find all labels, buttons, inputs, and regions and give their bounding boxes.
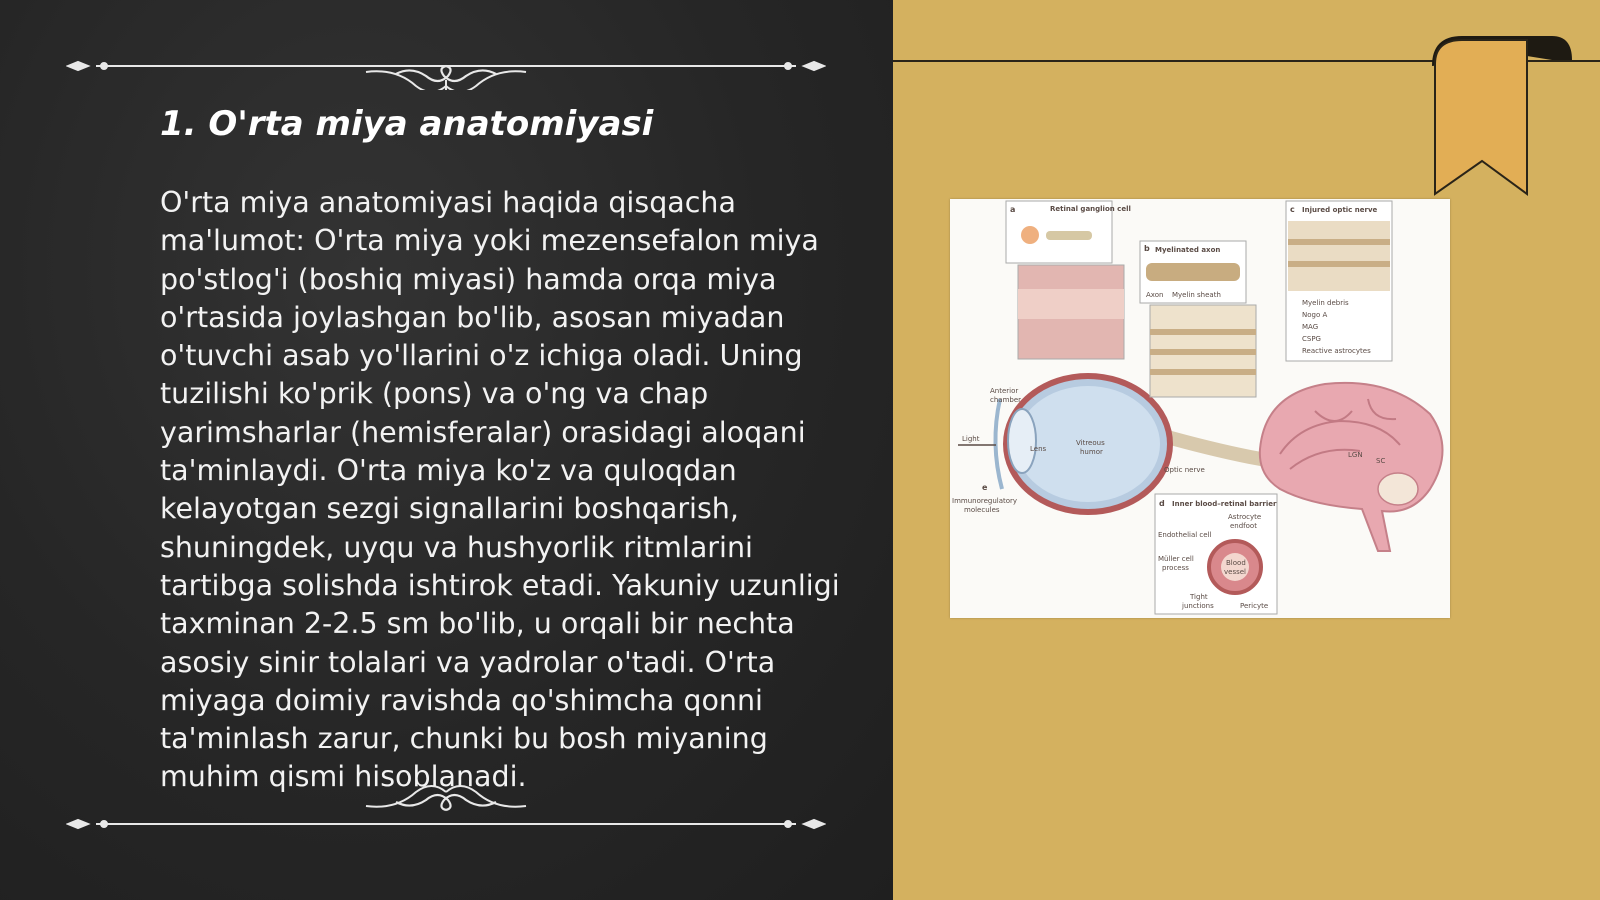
svg-text:Blood: Blood bbox=[1226, 559, 1246, 567]
svg-text:c: c bbox=[1290, 205, 1295, 214]
svg-text:a: a bbox=[1010, 205, 1016, 214]
svg-text:Myelin sheath: Myelin sheath bbox=[1172, 291, 1221, 299]
top-ornament-divider bbox=[66, 40, 826, 90]
svg-text:Optic nerve: Optic nerve bbox=[1164, 466, 1205, 474]
svg-text:Reactive astrocytes: Reactive astrocytes bbox=[1302, 347, 1371, 355]
svg-text:Müller cell: Müller cell bbox=[1158, 555, 1194, 563]
svg-text:Nogo A: Nogo A bbox=[1302, 311, 1328, 319]
svg-text:Inner blood–retinal barrier: Inner blood–retinal barrier bbox=[1172, 500, 1277, 508]
svg-text:Myelin debris: Myelin debris bbox=[1302, 299, 1349, 307]
svg-text:e: e bbox=[982, 483, 988, 492]
eye-brain-diagram bbox=[950, 199, 1450, 618]
bookmark-ribbon-icon bbox=[1432, 36, 1572, 196]
svg-text:LGN: LGN bbox=[1348, 451, 1363, 459]
svg-text:Endothelial cell: Endothelial cell bbox=[1158, 531, 1212, 539]
svg-text:Astrocyte: Astrocyte bbox=[1228, 513, 1262, 521]
svg-text:MAG: MAG bbox=[1302, 323, 1319, 331]
svg-text:Myelinated axon: Myelinated axon bbox=[1155, 246, 1221, 254]
brain-shape bbox=[1260, 383, 1443, 551]
svg-text:Immunoregulatory: Immunoregulatory bbox=[952, 497, 1018, 505]
svg-text:endfoot: endfoot bbox=[1230, 522, 1257, 530]
svg-text:process: process bbox=[1162, 564, 1189, 572]
svg-text:Lens: Lens bbox=[1030, 445, 1047, 453]
svg-text:Anterior: Anterior bbox=[990, 387, 1019, 395]
svg-text:b: b bbox=[1144, 244, 1150, 253]
slide-title: 1. O'rta miya anatomiyasi bbox=[160, 104, 654, 144]
svg-text:Pericyte: Pericyte bbox=[1240, 602, 1269, 610]
svg-text:chamber: chamber bbox=[990, 396, 1022, 404]
lens-shape bbox=[1008, 409, 1036, 473]
svg-text:Vitreous: Vitreous bbox=[1076, 439, 1105, 447]
slide-body-text: O'rta miya anatomiyasi haqida qisqacha ma'lumot: O'rta miya yoki mezensefalon miya po'stlog'i (boshiq miyasi) hamda orqa miya o'rtasida joylashgan bo'lib, asosan miyadan o'tuvchi asab yo'llarini o'z ichiga oladi. Uning tuzilishi ko'prik (pons) va o'ng va chap yarimsharlar (hemisferalar) orasidagi aloqani ta'minlaydi. O'rta miya ko'z va quloqdan kelayotgan sezgi signallarini boshqarish, shuningdek, uyqu va hushyorlik ritmlarini tartibga solishda ishtirok etadi. Yakuniy uzunligi taxminan 2-2.5 sm bo'lib, u orqali bir nechta asosiy sinir tolalari va yadrolar o'tadi. O'rta miyaga doimiy ravishda qo'shimcha qonni ta'minlash zarur, chunki bu bosh miyaning muhim qismi hisoblanadi. bbox=[160, 186, 840, 794]
cerebellum-shape bbox=[1378, 473, 1418, 505]
svg-text:Retinal ganglion cell: Retinal ganglion cell bbox=[1050, 205, 1131, 213]
svg-text:d: d bbox=[1159, 499, 1165, 508]
svg-text:SC: SC bbox=[1376, 457, 1386, 465]
svg-text:CSPG: CSPG bbox=[1302, 335, 1321, 343]
svg-text:junctions: junctions bbox=[1182, 602, 1214, 610]
svg-text:Light: Light bbox=[962, 435, 980, 443]
svg-text:Injured optic nerve: Injured optic nerve bbox=[1302, 206, 1378, 214]
svg-text:molecules: molecules bbox=[964, 506, 1000, 514]
svg-text:vessel: vessel bbox=[1224, 568, 1246, 576]
anatomy-figure bbox=[950, 199, 1450, 618]
svg-text:Tight: Tight bbox=[1190, 593, 1208, 601]
svg-text:humor: humor bbox=[1080, 448, 1103, 456]
svg-text:Axon: Axon bbox=[1146, 291, 1164, 299]
